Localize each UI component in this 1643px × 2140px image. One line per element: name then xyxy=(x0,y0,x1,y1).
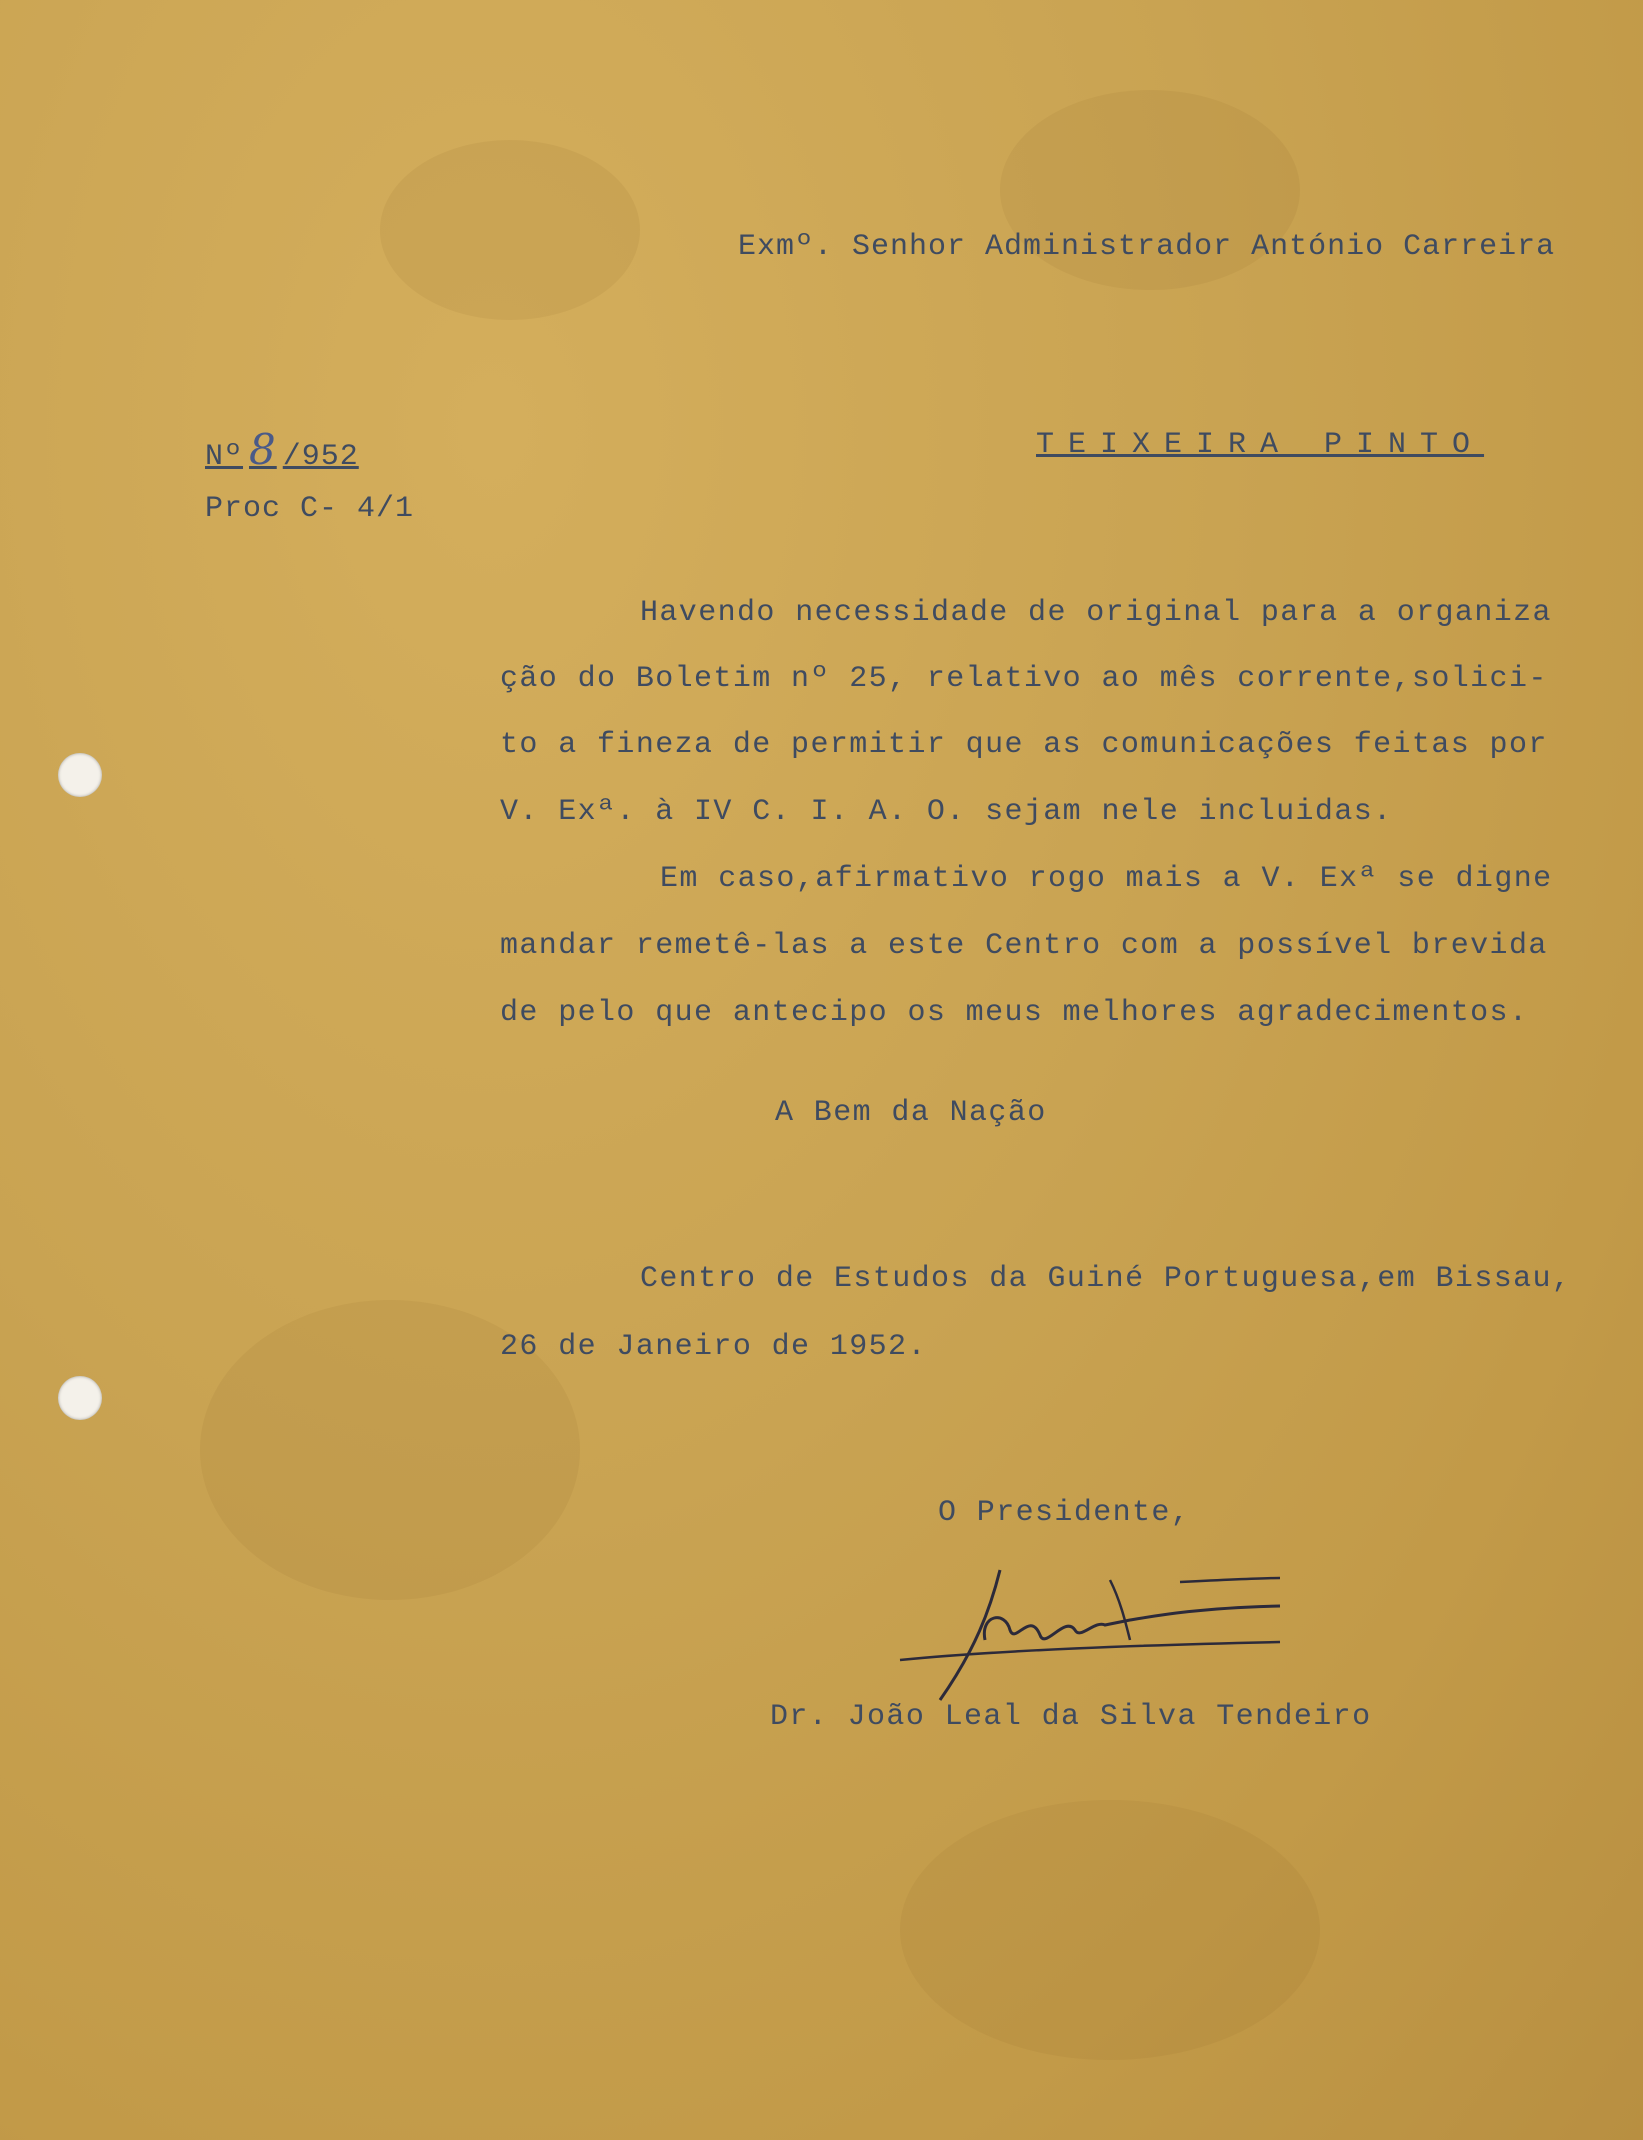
reference-handwritten-number: 8 xyxy=(249,425,277,474)
sign-place: Centro de Estudos da Guiné Portuguesa,em Bissau, xyxy=(640,1262,1572,1296)
body-line: de pelo que antecipo os meus melhores agradecimentos. xyxy=(500,996,1529,1030)
paper-stain xyxy=(380,140,640,320)
body-line: V. Exª. à IV C. I. A. O. sejam nele incluidas. xyxy=(500,795,1393,829)
punch-hole xyxy=(58,753,102,797)
signer-role: O Presidente, xyxy=(938,1496,1191,1530)
body-line: Havendo necessidade de original para a organiza xyxy=(640,596,1552,630)
reference-prefix: Nº xyxy=(205,440,244,474)
addressee-line: Exmº. Senhor Administrador António Carreira xyxy=(738,230,1556,264)
closing-salutation: A Bem da Nação xyxy=(775,1096,1047,1130)
sign-date: 26 de Janeiro de 1952. xyxy=(500,1330,927,1364)
paper-stain xyxy=(900,1800,1320,2060)
body-line: ção do Boletim nº 25, relativo ao mês corrente,solici- xyxy=(500,662,1548,696)
body-line: Em caso,afirmativo rogo mais a V. Exª se digne xyxy=(660,862,1553,896)
body-line: mandar remetê-las a este Centro com a possível brevida xyxy=(500,929,1548,963)
process-reference: Proc C- 4/1 xyxy=(205,492,415,526)
body-line: to a fineza de permitir que as comunicações feitas por xyxy=(500,728,1548,762)
reference-number xyxy=(205,425,359,474)
reference-year: /952 xyxy=(282,440,359,474)
signer-name: Dr. João Leal da Silva Tendeiro xyxy=(770,1700,1372,1734)
handwritten-signature xyxy=(880,1540,1300,1710)
punch-hole xyxy=(58,1376,102,1420)
destination-place: TEIXEIRA PINTO xyxy=(1036,428,1485,462)
